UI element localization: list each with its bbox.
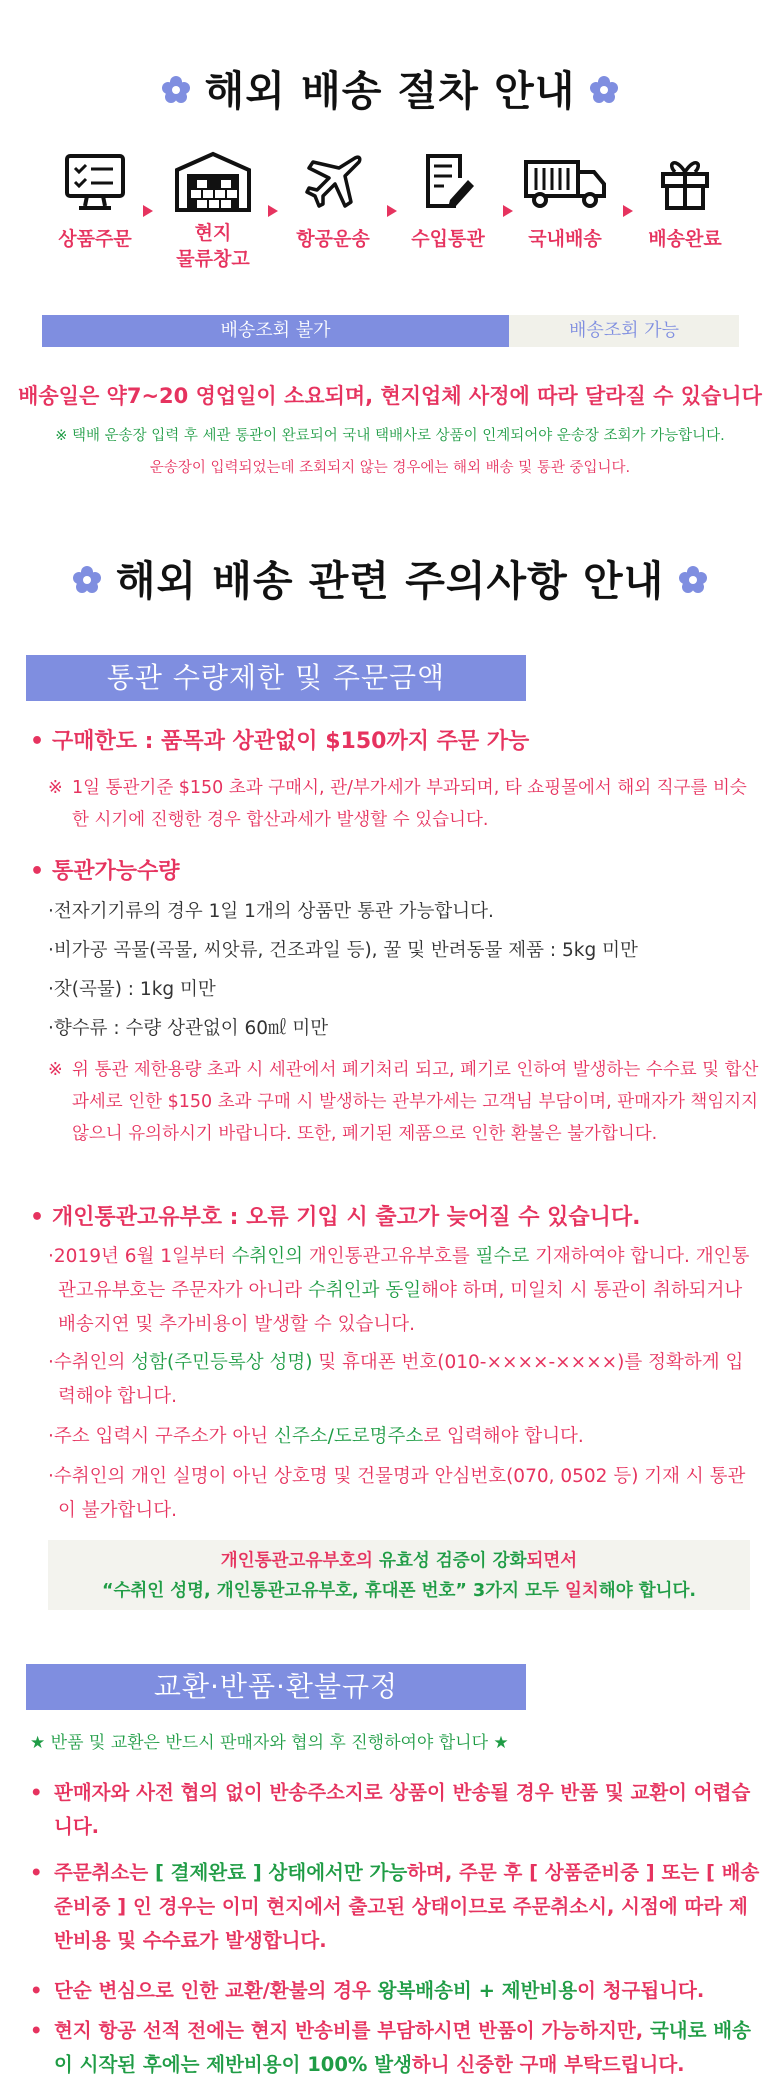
flower-icon <box>161 75 191 105</box>
tracking-notice: ※ 택배 운송장 입력 후 세관 통관이 완료되어 국내 택배사로 상품이 인계되어야 운송장 조회가 가능합니다. <box>55 428 725 444</box>
step-label: 항공운송 <box>296 228 370 250</box>
section2-title-text: 해외 배송 관련 주의사항 안내 <box>115 557 665 605</box>
delivery-period-notice: 배송일은 약7~20 영업일이 소요되며, 현지업체 사정에 따라 달라질 수 있습니다 <box>18 384 762 408</box>
flower-icon <box>678 565 708 595</box>
document-pen-icon <box>416 150 480 214</box>
bullet-mark: • <box>30 1205 45 1230</box>
pccc-item <box>48 1346 760 1414</box>
pccc-item <box>48 1420 760 1454</box>
step-label: 현지 물류창고 <box>176 222 250 270</box>
text-seg: 및 휴대폰 번호(010-××××-××××)를 정확하게 입력해야 합니다. <box>58 1352 744 1407</box>
note-mark: ※ <box>48 1060 63 1080</box>
text-seg: 유효성 검증이 강화 <box>379 1551 527 1571</box>
text-seg: 현지 항공 선적 전에는 현지 반송비를 부담하시면 반품이 가능하지만, <box>54 2019 650 2042</box>
section1-title <box>0 58 780 117</box>
note-mark: ※ <box>48 778 63 798</box>
purchase-limit-note <box>48 772 760 836</box>
truck-icon <box>522 150 608 214</box>
quantity-item-text: ·잣(곡물) : 1kg 미만 <box>48 979 216 1000</box>
tracking-notice-2: 운송장이 입력되었는데 조회되지 않는 경우에는 해외 배송 및 통관 중입니다. <box>149 460 631 476</box>
tracking-unavailable: 배송조회 불가 <box>42 315 509 347</box>
quantity-title <box>30 854 760 885</box>
quantity-note <box>48 1054 760 1150</box>
text-seg: ·주소 입력시 구주소가 아닌 <box>48 1426 274 1447</box>
pccc-item-text <box>48 1420 760 1454</box>
pccc-title-text: 개인통관고유부호 : 오류 기입 시 출고가 늦어질 수 있습니다. <box>52 1205 641 1230</box>
text-seg: 해야 하며, 미일치 시 통관이 취하되거나 배송지연 및 추가비용이 발생할 수 있습니다. <box>58 1280 743 1335</box>
arrow-icon <box>268 205 278 217</box>
pccc-item-text <box>48 1240 760 1342</box>
text-seg: 해야 합니다. <box>598 1581 697 1601</box>
quantity-item <box>48 934 760 968</box>
pccc-verification-box <box>48 1540 750 1610</box>
step-customs <box>393 150 503 252</box>
exchange-item-text <box>30 1776 760 1844</box>
text-seg: 국내로 배송이 시작된 후에는 제반비용이 100% 발생 <box>54 2019 751 2076</box>
delivery-steps <box>40 150 740 300</box>
text-seg: 기재하여야 합니다. 개인통관고유부호는 주문자가 아니라 <box>58 1246 750 1301</box>
section2-title <box>0 548 780 607</box>
quantity-title-text: 통관가능수량 <box>52 859 180 884</box>
step-label: 국내배송 <box>528 228 602 250</box>
bullet-mark: • <box>30 1781 43 1804</box>
step-air <box>278 150 388 252</box>
text-seg: 개인통관고유부호를 <box>302 1246 476 1267</box>
flower-icon <box>72 565 102 595</box>
text-seg: 성함(주민등록상 성명) <box>131 1352 313 1373</box>
bullet-mark: • <box>30 1861 43 1884</box>
quantity-item <box>48 1012 760 1046</box>
text-seg: “수취인 성명, 개인통관고유부호, 휴대폰 번호” 3가지 모두 <box>101 1581 565 1601</box>
text-seg: 수취인과 동일 <box>307 1280 422 1301</box>
text-seg: 일치 <box>564 1581 599 1601</box>
text-seg: 왕복배송비 + 제반비용 <box>377 1979 578 2002</box>
exchange-item-text <box>30 2014 760 2082</box>
text-seg: 단순 변심으로 인한 교환/환불의 경우 <box>54 1979 378 2002</box>
quantity-item-text: ·향수류 : 수량 상관없이 60㎖ 미만 <box>48 1018 329 1039</box>
pccc-item-text <box>48 1346 760 1414</box>
step-label: 상품주문 <box>58 228 132 250</box>
pccc-item-text: ·수취인의 개인 실명이 아닌 상호명 및 건물명과 안심번호(070, 0502 등) 기재 시 통관이 불가합니다. <box>48 1466 746 1521</box>
exchange-star-notice: ★ 반품 및 교환은 반드시 판매자와 협의 후 진행하여야 합니다 ★ <box>30 1733 509 1753</box>
pccc-item <box>48 1460 760 1528</box>
exchange-item <box>30 1974 760 2008</box>
text-seg: 판매자와 사전 협의 없이 반송주소지로 상품이 반송될 경우 반품 및 교환이 어렵습니다. <box>54 1781 751 1838</box>
text-seg: 로 입력해야 합니다. <box>423 1426 584 1447</box>
box-line <box>48 1546 750 1576</box>
arrow-icon <box>143 205 153 217</box>
note-text: 1일 통관기준 $150 초과 구매시, 관/부가세가 부과되며, 타 쇼핑몰에서 해외 직구를 비슷한 시기에 진행한 경우 합산과세가 발생할 수 있습니다. <box>72 778 747 830</box>
step-complete <box>630 150 740 252</box>
tracking-available: 배송조회 가능 <box>509 315 739 347</box>
text-seg: ·2019년 6월 1일부터 <box>48 1246 232 1267</box>
tracking-bar <box>42 315 739 347</box>
text-seg: 수취인의 <box>231 1246 303 1267</box>
exchange-item <box>30 1856 760 1958</box>
step-label: 배송완료 <box>648 228 722 250</box>
text-seg: 이 청구됩니다. <box>577 1979 705 2002</box>
box-line <box>48 1576 750 1606</box>
pccc-title <box>30 1200 760 1231</box>
text-seg: 개인통관고유부호의 <box>220 1551 380 1571</box>
step-label: 수입통관 <box>411 228 485 250</box>
customs-band: 통관 수량제한 및 주문금액 <box>26 655 526 701</box>
exchange-item <box>30 2014 760 2082</box>
note-text: 위 통관 제한용량 초과 시 세관에서 폐기처리 되고, 폐기로 인하여 발생하는 수수료 및 합산과세로 인한 $150 초과 구매 시 발생하는 관부가세는 고객님 부담이며, 판매자가 책임지지 않으니 유의하시기 바랍니다. 또한, 폐기된 제품으로 인한 환불은 불가합니다. <box>72 1060 759 1144</box>
bullet-mark: • <box>30 1979 43 2002</box>
purchase-limit-title <box>30 724 760 755</box>
text-seg: 되면서 <box>526 1551 578 1571</box>
step-domestic <box>510 150 620 252</box>
text-seg: 필수로 <box>475 1246 530 1267</box>
exchange-band: 교환·반품·환불규정 <box>26 1664 526 1710</box>
warehouse-icon <box>173 150 253 214</box>
text-seg: 주문취소는 <box>54 1861 155 1884</box>
exchange-item-text <box>30 1856 760 1958</box>
quantity-item <box>48 973 760 1007</box>
quantity-item <box>48 895 760 929</box>
gift-icon <box>653 150 717 214</box>
bullet-mark: • <box>30 729 45 754</box>
text-seg: 하며, 주문 후 [ 상품준비중 ] 또는 [ 배송준비중 ] 인 경우는 이미 현지에서 출고된 상태이므로 주문취소시, 시점에 따라 제반비용 및 수수료가 발생합니다. <box>54 1861 760 1952</box>
text-seg: [ 결제완료 ] 상태에서만 가능 <box>154 1861 408 1884</box>
exchange-item-text <box>30 1974 760 2008</box>
quantity-item-text: ·전자기기류의 경우 1일 1개의 상품만 통관 가능합니다. <box>48 901 494 922</box>
exchange-item <box>30 1776 760 1844</box>
flower-icon <box>589 75 619 105</box>
text-seg: 하니 신중한 구매 부탁드립니다. <box>411 2053 685 2076</box>
text-seg: 신주소/도로명주소 <box>274 1426 424 1447</box>
airplane-icon <box>301 150 365 214</box>
pccc-item <box>48 1240 760 1342</box>
step-warehouse <box>158 150 268 272</box>
bullet-mark: • <box>30 2019 43 2042</box>
monitor-checklist-icon <box>63 150 127 214</box>
bullet-mark: • <box>30 859 45 884</box>
section1-title-text: 해외 배송 절차 안내 <box>204 67 576 115</box>
quantity-item-text: ·비가공 곡물(곡물, 씨앗류, 건조과일 등), 꿀 및 반려동물 제품 : 5kg 미만 <box>48 940 638 961</box>
step-order <box>40 150 150 252</box>
text-seg: ·수취인의 <box>48 1352 132 1373</box>
purchase-limit-text: 구매한도 : 품목과 상관없이 $150까지 주문 가능 <box>52 729 530 754</box>
